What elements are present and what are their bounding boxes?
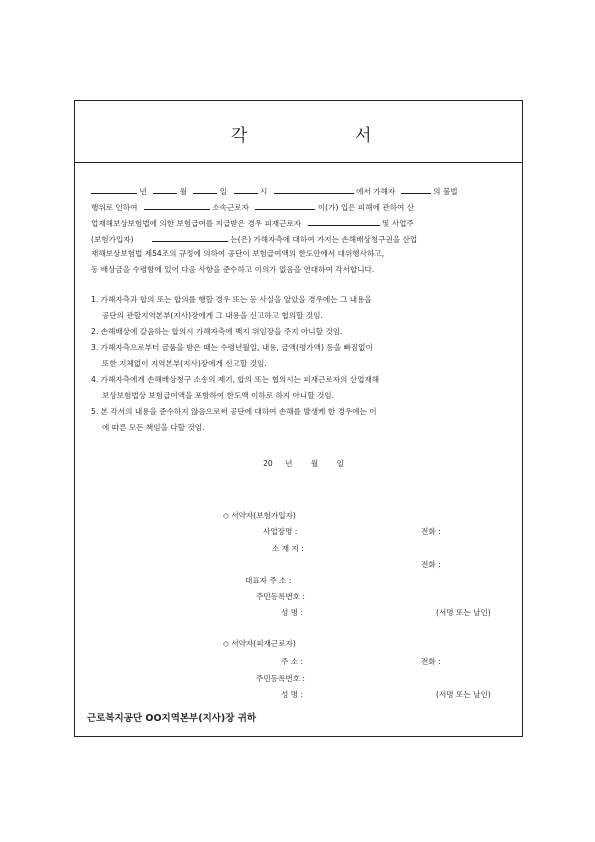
- intro-line-2: [91, 201, 414, 213]
- signer1-rrn-label: 주민등록번호 :: [256, 592, 305, 601]
- hour-blank: [234, 185, 258, 194]
- place-blank: [274, 185, 354, 194]
- title-char-1: 각: [231, 126, 248, 146]
- item-3-line-2: 또한 지체없이 지역본부(지사)장에게 신고할 것임.: [102, 359, 267, 368]
- intro-insured-label: (보험가입자): [91, 235, 134, 244]
- date-year-label: 년: [285, 459, 293, 468]
- date-day-label: 일: [336, 459, 344, 468]
- intro-year-label: 년: [139, 187, 147, 196]
- insured-blank: [152, 233, 228, 242]
- item-4-line-1: 4. 가해자측에게 손해배상청구 소송의 제기, 합의 또는 협의시는 피재근로자의 산업재해: [91, 375, 380, 384]
- item-3-line-1: 3. 가해자측으로부터 금품을 받은 때는 수령년월일, 내용, 금액(평가액) 등을 빠짐없이: [91, 343, 373, 352]
- signer1-header: ◇ 서약자(보험가입자): [223, 511, 296, 520]
- signer2-sign-label: (서명 또는 날인): [436, 690, 491, 699]
- intro-illegal-label: 의 불법: [433, 187, 458, 196]
- intro-insurance-label: 업재해보상보험법에 의한 보험급여를 지급받은 경우 피재근로자: [91, 219, 302, 228]
- item-4-line-2: 보상보험법상 보험급여액을 포함하여 한도액 이하로 하지 아니할 것임.: [102, 391, 335, 400]
- document-frame: [74, 100, 523, 737]
- intro-place-label: 에서 가해자: [356, 187, 396, 196]
- intro-day-label: 일: [219, 187, 228, 196]
- item-2: 2. 손해배상에 갈음하는 합의시 가해자측에 백지 위임장을 주지 아니할 것임.: [91, 327, 343, 336]
- intro-month-label: 월: [179, 187, 187, 196]
- signer1-address-label: 소 재 지 :: [272, 544, 304, 553]
- date-line: [263, 459, 344, 469]
- signer2-name-label: 성 명 :: [281, 690, 304, 699]
- assailant-blank: [401, 185, 431, 194]
- title-box: [75, 101, 522, 163]
- intro-damage-label: 이(가) 입은 피해에 관하여 산: [317, 203, 415, 212]
- addressee: 근로복지공단 OO지역본부(지사)장 귀하: [87, 713, 257, 724]
- intro-line-3: [91, 217, 414, 229]
- day-blank: [193, 185, 217, 194]
- signer1-biz-name-label: 사업장명 :: [263, 527, 298, 536]
- worker-blank: [255, 201, 315, 210]
- item-5-line-2: 에 따른 모든 책임을 다할 것임.: [102, 423, 205, 432]
- intro-line-1: [91, 185, 458, 197]
- signer1-phone-label-1: 전화 :: [421, 527, 441, 536]
- signer1-phone-label-2: 전화 :: [421, 560, 441, 569]
- signer1-rep-address-label: 대표자 주 소 :: [245, 576, 292, 585]
- title-char-2: 서: [355, 126, 372, 146]
- intro-cause-label: 행위로 인하여: [91, 203, 138, 212]
- intro-claim-label: 는(은) 가해자측에 대하여 가지는 손해배상청구권을 산업: [230, 235, 418, 244]
- year-blank: [91, 185, 137, 194]
- signer2-phone-label: 전화 :: [421, 657, 441, 666]
- intro-line-6: 동 배상금을 수령함에 있어 다음 사항을 준수하고 이의가 없음을 연대하여 각서합니다.: [91, 265, 375, 274]
- intro-hour-label: 시: [259, 187, 268, 196]
- signer1-sign-label: (서명 또는 날인): [436, 608, 491, 617]
- intro-line-4: [91, 233, 417, 245]
- intro-line-5: 재해보상보험법 제54조의 규정에 의하여 공단이 보험급여액의 한도안에서 대위행사하고,: [91, 249, 385, 258]
- date-month-label: 월: [310, 459, 319, 468]
- date-century: 20: [263, 459, 273, 468]
- item-5-line-1: 5. 본 각서의 내용을 준수하지 않음으로써 공단에 대하여 손해를 발생케 한 경우에는 이: [91, 407, 377, 416]
- signer2-rrn-label: 주민등록번호 :: [256, 674, 305, 683]
- signer2-address-label: 주 소 :: [281, 657, 304, 666]
- intro-employer-label: 및 사업주: [381, 219, 414, 228]
- signer1-name-label: 성 명 :: [281, 608, 304, 617]
- signer2-header: ◇ 서약자(피재근로자): [223, 639, 296, 648]
- company-blank: [144, 201, 210, 210]
- item-1-line-2: 공단의 관할지역본부(지사)장에게 그 내용을 신고하고 협의할 것임.: [102, 311, 323, 320]
- intro-worker-label: 소속근로자: [212, 203, 249, 212]
- injured-worker-blank: [308, 217, 380, 226]
- item-1-line-1: 1. 가해자측과 합의 또는 합의를 행할 경우 또는 등 사실을 알았을 경우에는 그 내용을: [91, 295, 372, 304]
- month-blank: [153, 185, 177, 194]
